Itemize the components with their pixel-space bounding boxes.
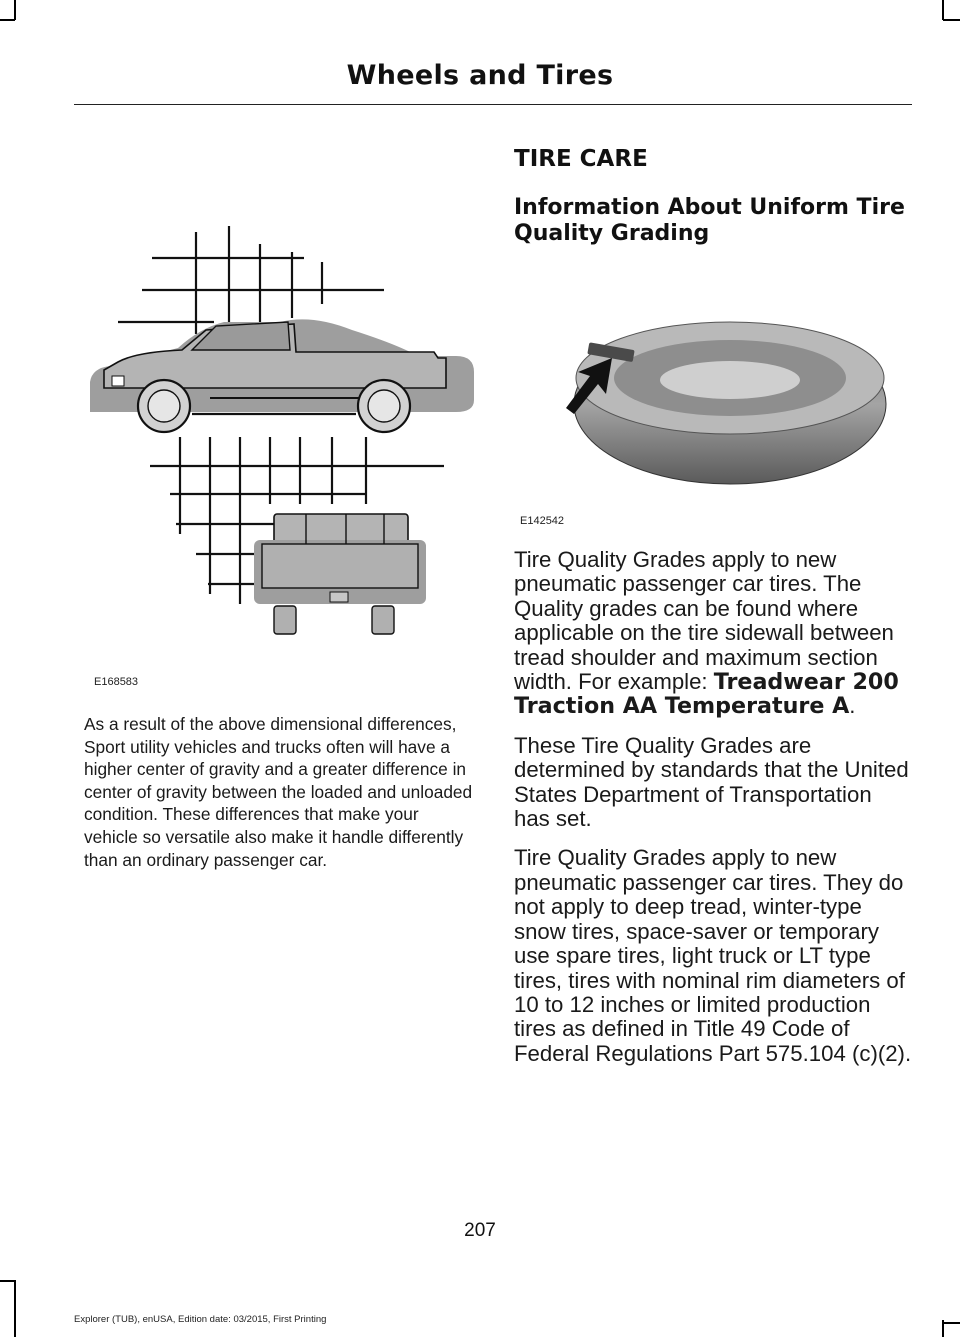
crop-mark xyxy=(0,19,15,21)
paragraph-end: . xyxy=(849,693,856,719)
footer-text: Explorer (TUB), enUSA, Edition date: 03/2015, First Printing xyxy=(74,1314,327,1325)
sub-heading: Information About Uniform Tire Quality Grading xyxy=(514,195,905,246)
figure-id: E142542 xyxy=(520,515,565,527)
section-heading: TIRE CARE xyxy=(514,146,648,172)
crop-mark xyxy=(14,0,16,20)
crop-mark xyxy=(14,1280,16,1337)
page-number: 207 xyxy=(464,1220,496,1241)
body-right-text xyxy=(514,548,912,1081)
truck-illustration xyxy=(84,222,484,692)
crop-mark xyxy=(942,0,944,20)
example-grades: Treadwear 200 Traction AA Temperature A xyxy=(514,669,899,720)
paragraph xyxy=(514,548,912,719)
figure-id: E168583 xyxy=(94,676,139,688)
header-rule xyxy=(74,104,912,105)
paragraph: These Tire Quality Grades are determined by standards that the United States Department of Transportation has set. xyxy=(514,732,909,832)
tire-illustration xyxy=(540,296,890,496)
page-header-title: Wheels and Tires xyxy=(346,60,614,91)
crop-mark xyxy=(943,1322,960,1324)
paragraph-text: Tire Quality Grades apply to new pneumatic passenger car tires. The Quality grades can be found where applicable on the tire sidewall between tread shoulder and maximum section width. For example: xyxy=(514,547,894,695)
crop-mark xyxy=(943,19,960,21)
body-paragraph: As a result of the above dimensional differences, Sport utility vehicles and trucks often will have a higher center of gravity and a greater difference in center of gravity between the loaded and unloaded condition. These differences that make your vehicle so versatile also make it handle differently than an ordinary passenger car. xyxy=(84,714,473,870)
paragraph: Tire Quality Grades apply to new pneumatic passenger car tires. They do not apply to deep tread, winter-type snow tires, space-saver or temporary use spare tires, light truck or LT type tires, tires with nominal rim diameters of 10 to 12 inches or limited production tires as defined in Title 49 Code of Federal Regulations Part 575.104 (c)(2). xyxy=(514,845,912,1066)
crop-mark xyxy=(0,1280,15,1282)
